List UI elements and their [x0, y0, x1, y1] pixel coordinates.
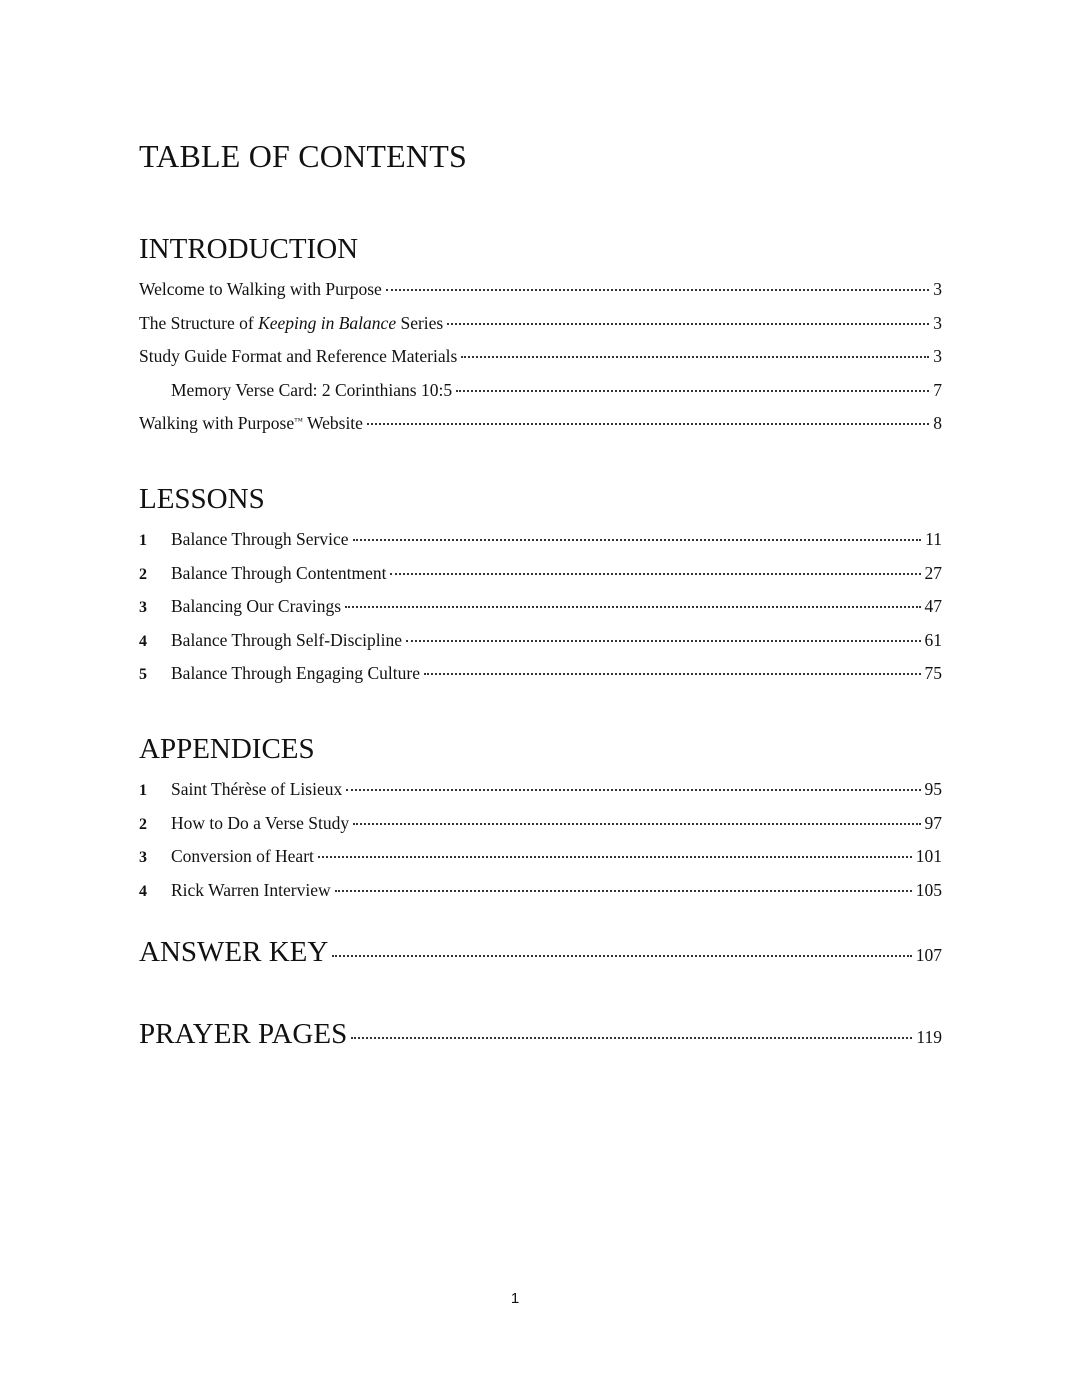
dot-leader — [456, 389, 929, 392]
appendices-section — [139, 732, 942, 912]
toc-entry-page: 47 — [924, 596, 942, 616]
toc-entry-page: 97 — [924, 812, 942, 833]
toc-entry-page: 101 — [915, 846, 942, 866]
lesson-entry[interactable] — [139, 528, 942, 562]
page-title: TABLE OF CONTENTS — [139, 138, 467, 174]
toc-entry-title: Conversion of Heart — [171, 846, 314, 866]
toc-entry-page: 7 — [933, 379, 942, 400]
toc-entry-page: 3 — [933, 346, 942, 366]
dot-leader — [447, 322, 929, 325]
dot-leader — [424, 672, 921, 675]
introduction-section — [139, 232, 942, 446]
dot-leader — [461, 355, 929, 358]
toc-entry-title: The Structure of Keeping in Balance Series — [139, 312, 444, 333]
toc-entry-title: Balance Through Service — [171, 529, 349, 549]
toc-entry-title: Balance Through Self-Discipline — [171, 629, 403, 650]
dot-leader — [346, 788, 920, 791]
toc-entry-title: How to Do a Verse Study — [171, 812, 350, 833]
toc-entry-page: 27 — [924, 562, 942, 583]
toc-entry-title: Rick Warren Interview — [171, 879, 331, 900]
prayer-pages-entry[interactable] — [139, 1018, 942, 1051]
lesson-entry[interactable] — [139, 595, 942, 629]
toc-entry-page: 3 — [933, 312, 942, 333]
lesson-number: 3 — [139, 599, 147, 616]
toc-entry-page: 61 — [924, 629, 942, 650]
appendix-entry[interactable] — [139, 879, 942, 913]
dot-leader — [367, 422, 929, 425]
dot-leader — [335, 889, 912, 892]
toc-entry-page: 95 — [924, 779, 942, 799]
toc-entry[interactable] — [139, 312, 942, 346]
appendices-heading: APPENDICES — [139, 733, 315, 765]
appendix-entry[interactable] — [139, 845, 942, 879]
lesson-entry[interactable] — [139, 662, 942, 696]
toc-entry-page: 3 — [933, 279, 942, 299]
answer-key-entry[interactable] — [139, 936, 942, 969]
toc-entry-page: 8 — [933, 413, 942, 433]
dot-leader — [332, 954, 911, 957]
toc-entry-page: 11 — [925, 529, 942, 549]
answer-key-heading: ANSWER KEY — [139, 936, 329, 968]
toc-entry-title: Study Guide Format and Reference Materials — [139, 346, 458, 366]
toc-entry-title: Memory Verse Card: 2 Corinthians 10:5 — [171, 379, 453, 400]
appendix-number: 2 — [139, 815, 147, 833]
dot-leader — [351, 1036, 912, 1039]
lesson-number: 2 — [139, 565, 147, 583]
appendix-entry[interactable] — [139, 812, 942, 846]
trademark-symbol: ™ — [294, 416, 303, 426]
toc-entry[interactable] — [139, 412, 942, 446]
toc-entry[interactable] — [139, 345, 942, 379]
prayer-pages-page: 119 — [916, 1027, 942, 1047]
appendix-number: 3 — [139, 849, 147, 866]
toc-entry-title: Welcome to Walking with Purpose — [139, 279, 382, 299]
dot-leader — [390, 572, 920, 575]
toc-entry-page: 105 — [915, 879, 942, 900]
lesson-entry[interactable] — [139, 562, 942, 596]
appendix-number: 1 — [139, 782, 147, 799]
toc-entry-page: 75 — [924, 663, 942, 683]
dot-leader — [318, 855, 912, 858]
lesson-number: 5 — [139, 666, 147, 683]
toc-entry-title: Balance Through Engaging Culture — [171, 663, 420, 683]
dot-leader — [345, 605, 920, 608]
dot-leader — [353, 822, 920, 825]
answer-key-page: 107 — [915, 945, 942, 965]
toc-subentry[interactable] — [139, 379, 942, 413]
lesson-number: 4 — [139, 632, 147, 650]
toc-entry-title: Balance Through Contentment — [171, 562, 387, 583]
dot-leader — [386, 288, 929, 291]
prayer-pages-heading: PRAYER PAGES — [139, 1018, 348, 1050]
appendix-number: 4 — [139, 882, 147, 900]
dot-leader — [353, 538, 922, 541]
toc-entry[interactable] — [139, 278, 942, 312]
lessons-heading: LESSONS — [139, 483, 265, 515]
introduction-heading: INTRODUCTION — [139, 233, 359, 265]
footer-page-number: 1 — [510, 1290, 520, 1307]
toc-entry-title: Saint Thérèse of Lisieux — [171, 779, 343, 799]
toc-entry-title: Balancing Our Cravings — [171, 596, 342, 616]
appendix-entry[interactable] — [139, 778, 942, 812]
lesson-number: 1 — [139, 532, 147, 549]
toc-entry-title: Walking with Purpose™ Website — [139, 413, 363, 433]
dot-leader — [406, 639, 920, 642]
lesson-entry[interactable] — [139, 629, 942, 663]
lessons-section — [139, 482, 942, 696]
